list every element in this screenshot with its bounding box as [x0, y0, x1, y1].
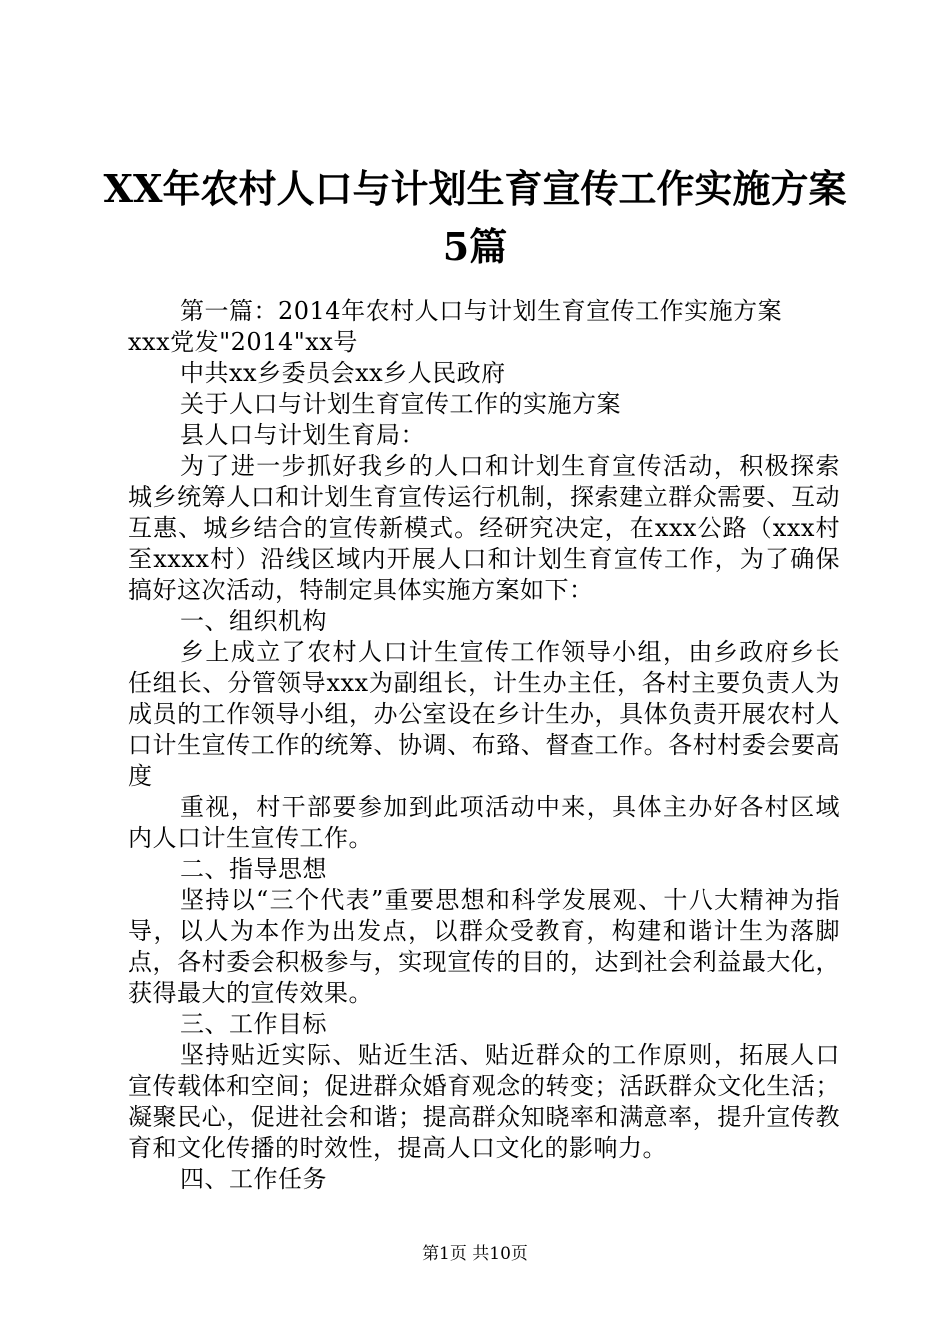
paragraph: 中共xx乡委员会xx乡人民政府: [180, 359, 506, 387]
paragraph: 乡上成立了农村人口计生宣传工作领导小组，由乡政府乡长任组长、分管领导xxx为副组长，计生办主任，各村主要负责人为成员的工作领导小组，办公室设在乡计生办，具体负责开展农村人口计生宣传工作的统筹、协调、布臵、督查工作。各村村委会要高度: [128, 638, 840, 790]
paragraph: 三、工作目标: [180, 1010, 327, 1038]
paragraph: 为了进一步抓好我乡的人口和计划生育宣传活动，积极探索城乡统筹人口和计划生育宣传运行机制，探索建立群众需要、互动互惠、城乡结合的宣传新模式。经研究决定，在xxx公路（xxx村至xxxx村）沿线区域内开展人口和计划生育宣传工作，为了确保搞好这次活动，特制定具体实施方案如下：: [128, 452, 840, 604]
paragraph: 坚持贴近实际、贴近生活、贴近群众的工作原则，拓展人口宣传载体和空间；促进群众婚育观念的转变；活跃群众文化生活；凝聚民心，促进社会和谐；提高群众知晓率和满意率，提升宣传教育和文化传播的时效性，提高人口文化的影响力。: [128, 1041, 840, 1162]
paragraph: 关于人口与计划生育宣传工作的实施方案: [180, 390, 621, 418]
paragraph: 四、工作任务: [180, 1165, 327, 1193]
paragraph: 第一篇：2014年农村人口与计划生育宣传工作实施方案: [180, 297, 783, 325]
document-body: [128, 296, 840, 1195]
document-title: XX年农村人口与计划生育宣传工作实施方案5篇: [103, 166, 847, 269]
paragraph: xxx党发"2014"xx号: [128, 328, 358, 356]
page-number: 第1页 共10页: [422, 1244, 528, 1264]
paragraph: 一、组织机构: [180, 607, 327, 635]
paragraph: 二、指导思想: [180, 855, 327, 883]
paragraph: 重视，村干部要参加到此项活动中来，具体主办好各村区域内人口计生宣传工作。: [128, 793, 840, 852]
paragraph: 坚持以“三个代表”重要思想和科学发展观、十八大精神为指导，以人为本作为出发点，以群众受教育，构建和谐计生为落脚点，各村委会积极参与，实现宣传的目的，达到社会利益最大化，获得最大的宣传效果。: [128, 886, 840, 1007]
paragraph: 县人口与计划生育局：: [180, 421, 425, 449]
